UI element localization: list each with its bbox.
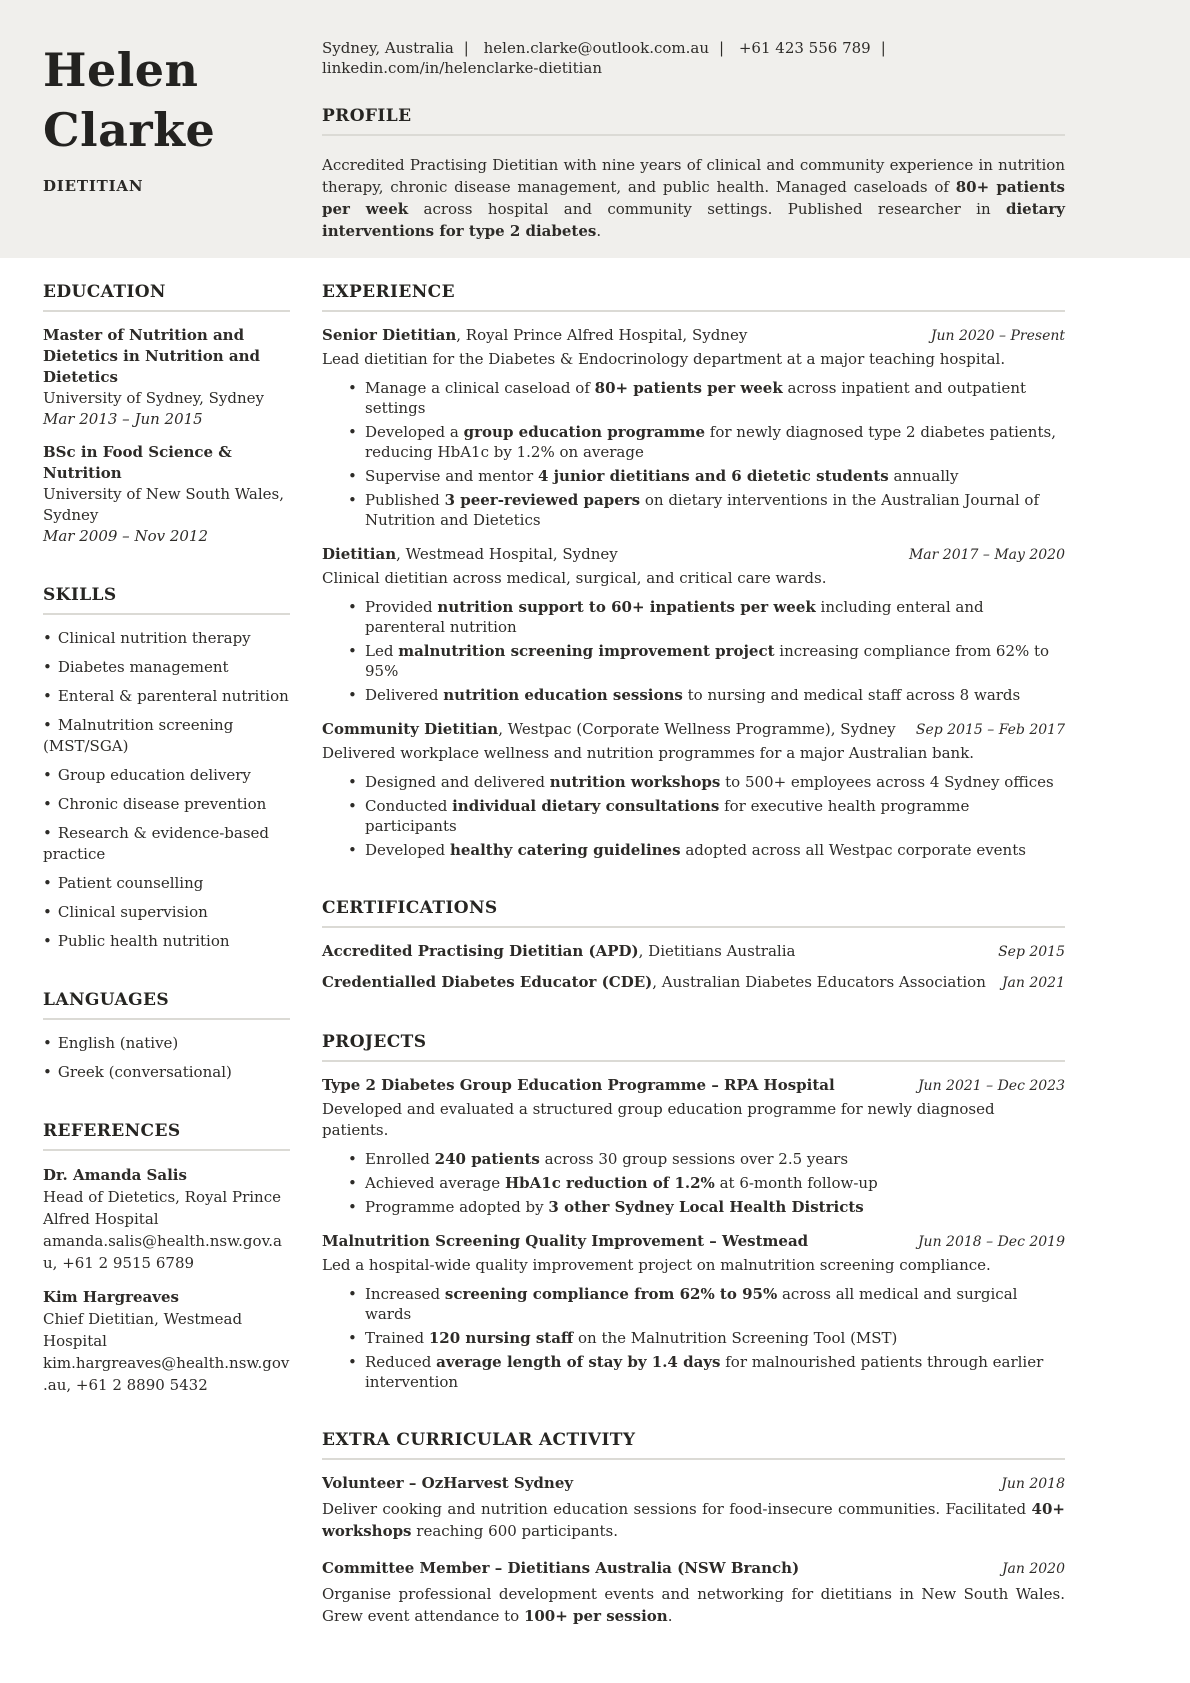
bullet-glyph: • xyxy=(43,629,52,647)
skill-item xyxy=(43,873,290,894)
bullet-item xyxy=(348,1284,1065,1324)
section-profile xyxy=(322,106,1065,242)
bullet-glyph: • xyxy=(43,1034,52,1052)
skill-item xyxy=(43,715,290,757)
education-dates: Mar 2013 – Jun 2015 xyxy=(43,410,203,428)
project-bullet-list xyxy=(322,1149,1065,1217)
certification-date: Sep 2015 xyxy=(998,944,1065,960)
certification-date: Jan 2021 xyxy=(1001,975,1065,991)
experience-entry-head xyxy=(322,544,1065,566)
skill-label: Patient counselling xyxy=(57,874,204,892)
bullet-item xyxy=(348,422,1065,462)
body-columns xyxy=(0,258,1190,1665)
project-entry-head xyxy=(322,1231,1065,1253)
bullet-text: Provided nutrition support to 60+ inpatients per week including enteral and parenteral nutrition xyxy=(365,598,984,636)
reference-role: Head of Dietetics, Royal Prince Alfred Hospital xyxy=(43,1188,281,1228)
project-entry-head xyxy=(322,1075,1065,1097)
bullet-glyph: • xyxy=(43,824,52,842)
bullet-glyph: • xyxy=(43,932,52,950)
experience-entry xyxy=(322,719,1065,860)
skill-label: Public health nutrition xyxy=(57,932,230,950)
project-entry xyxy=(322,1231,1065,1392)
bullet-text: Delivered nutrition education sessions to nursing and medical staff across 8 wards xyxy=(365,686,1021,704)
skill-item xyxy=(43,765,290,786)
section-projects xyxy=(322,1032,1065,1392)
bullet-glyph: • xyxy=(348,379,357,397)
extra-curricular-item xyxy=(322,1558,1065,1627)
extra-curricular-list xyxy=(322,1473,1065,1627)
certification-title: Credentialled Diabetes Educator (CDE), Australian Diabetes Educators Association xyxy=(322,973,986,991)
bullet-item xyxy=(348,490,1065,530)
language-item xyxy=(43,1062,290,1083)
bullet-glyph: • xyxy=(43,1063,52,1081)
skill-label: Clinical supervision xyxy=(57,903,208,921)
bullet-text: Programme adopted by 3 other Sydney Local Health Districts xyxy=(365,1198,864,1216)
bullet-item xyxy=(348,840,1065,860)
certification-item xyxy=(322,972,1065,994)
experience-heading: EXPERIENCE xyxy=(322,282,1065,312)
experience-entry-summary: Lead dietitian for the Diabetes & Endocrinology department at a major teaching hospital. xyxy=(322,350,1006,368)
bullet-item xyxy=(348,772,1065,792)
project-entry-title: Malnutrition Screening Quality Improvement – Westmead xyxy=(322,1232,809,1250)
projects-list xyxy=(322,1075,1065,1392)
contact-item xyxy=(739,39,896,57)
projects-heading: PROJECTS xyxy=(322,1032,1065,1062)
bullet-glyph: • xyxy=(43,795,52,813)
bullet-item xyxy=(348,378,1065,418)
extra-item-head xyxy=(322,1473,1065,1495)
references-heading: REFERENCES xyxy=(43,1121,290,1151)
contact-item-text: +61 423 556 789 xyxy=(738,39,871,57)
section-certifications xyxy=(322,898,1065,994)
experience-entry-dates: Mar 2017 – May 2020 xyxy=(908,547,1065,563)
experience-entry-dates: Jun 2020 – Present xyxy=(930,328,1065,344)
skill-label: Group education delivery xyxy=(57,766,251,784)
bullet-glyph: • xyxy=(348,642,357,660)
bullet-text: Enrolled 240 patients across 30 group sessions over 2.5 years xyxy=(365,1150,849,1168)
extra-item-date: Jun 2018 xyxy=(1001,1476,1065,1492)
bullet-glyph: • xyxy=(348,1198,357,1216)
extra-item-title: Volunteer – OzHarvest Sydney xyxy=(322,1474,574,1492)
experience-entry xyxy=(322,325,1065,530)
languages-heading: LANGUAGES xyxy=(43,990,290,1020)
language-label: Greek (conversational) xyxy=(57,1063,232,1081)
bullet-item xyxy=(348,1352,1065,1392)
contact-item-text: linkedin.com/in/helenclarke-dietitian xyxy=(322,59,603,77)
education-school: University of New South Wales, Sydney xyxy=(43,485,284,524)
section-references xyxy=(43,1121,290,1396)
reference-contact: amanda.salis@health.nsw.gov.au, +61 2 9515 6789 xyxy=(43,1232,282,1272)
languages-list xyxy=(43,1033,290,1083)
bullet-glyph: • xyxy=(348,841,357,859)
bullet-glyph: • xyxy=(43,716,52,734)
skill-item xyxy=(43,902,290,923)
contact-separator: | xyxy=(719,39,725,57)
experience-entry-dates: Sep 2015 – Feb 2017 xyxy=(915,722,1065,738)
reference-name: Kim Hargreaves xyxy=(43,1288,179,1306)
bullet-glyph: • xyxy=(348,797,357,815)
extra-item-text: Deliver cooking and nutrition education sessions for food-insecure communities. Facilitated 40+ workshops reaching 600 participants. xyxy=(322,1500,1065,1540)
bullet-text: Manage a clinical caseload of 80+ patients per week across inpatient and outpatient settings xyxy=(365,379,1027,417)
section-education xyxy=(43,282,290,547)
reference-item xyxy=(43,1164,290,1274)
profile-heading: PROFILE xyxy=(322,106,1065,136)
bullet-glyph: • xyxy=(348,1353,357,1371)
bullet-text: Designed and delivered nutrition workshops to 500+ employees across 4 Sydney offices xyxy=(365,773,1054,791)
experience-entry-title: Senior Dietitian, Royal Prince Alfred Hospital, Sydney xyxy=(322,326,748,344)
certification-item xyxy=(322,941,1065,963)
experience-bullet-list xyxy=(322,597,1065,705)
skill-item xyxy=(43,931,290,952)
bullet-glyph: • xyxy=(348,491,357,509)
bullet-item xyxy=(348,1173,1065,1193)
project-bullet-list xyxy=(322,1284,1065,1392)
skill-label: Malnutrition screening (MST/SGA) xyxy=(43,716,234,755)
section-languages xyxy=(43,990,290,1083)
skill-label: Clinical nutrition therapy xyxy=(57,629,251,647)
education-item xyxy=(43,325,290,430)
header-band xyxy=(0,0,1190,258)
bullet-glyph: • xyxy=(348,1174,357,1192)
education-heading: EDUCATION xyxy=(43,282,290,312)
bullet-text: Developed healthy catering guidelines adopted across all Westpac corporate events xyxy=(365,841,1026,859)
bullet-item xyxy=(348,466,1065,486)
extra-curricular-item xyxy=(322,1473,1065,1542)
education-degree: Master of Nutrition and Dietetics in Nutrition and Dietetics xyxy=(43,326,260,386)
bullet-glyph: • xyxy=(43,658,52,676)
bullet-glyph: • xyxy=(43,687,52,705)
skill-label: Research & evidence-based practice xyxy=(43,824,270,863)
person-title: DIETITIAN xyxy=(43,177,144,195)
experience-entry-head xyxy=(322,325,1065,347)
language-item xyxy=(43,1033,290,1054)
bullet-text: Trained 120 nursing staff on the Malnutrition Screening Tool (MST) xyxy=(365,1329,898,1347)
experience-bullet-list xyxy=(322,378,1065,530)
skill-item xyxy=(43,823,290,865)
skill-item xyxy=(43,686,290,707)
skill-item xyxy=(43,794,290,815)
project-entry-summary: Led a hospital-wide quality improvement project on malnutrition screening compliance. xyxy=(322,1256,991,1274)
bullet-text: Led malnutrition screening improvement project increasing compliance from 62% to 95% xyxy=(365,642,1050,680)
contact-separator: | xyxy=(463,39,469,57)
reference-name: Dr. Amanda Salis xyxy=(43,1166,187,1184)
bullet-glyph: • xyxy=(348,598,357,616)
references-list xyxy=(43,1164,290,1396)
project-entry xyxy=(322,1075,1065,1217)
bullet-item xyxy=(348,597,1065,637)
project-entry-dates: Jun 2018 – Dec 2019 xyxy=(917,1234,1065,1250)
bullet-item xyxy=(348,685,1065,705)
extra-item-text: Organise professional development events and networking for dietitians in New South Wales. Grew event attendance to 100+ per session. xyxy=(322,1585,1065,1625)
experience-entry-summary: Delivered workplace wellness and nutrition programmes for a major Australian bank. xyxy=(322,744,975,762)
name-first: Helen xyxy=(43,43,199,97)
section-extra-curricular xyxy=(322,1430,1065,1627)
section-experience xyxy=(322,282,1065,860)
bullet-item xyxy=(348,1149,1065,1169)
reference-role: Chief Dietitian, Westmead Hospital xyxy=(43,1310,243,1350)
skills-list xyxy=(43,628,290,952)
project-entry-title: Type 2 Diabetes Group Education Programme – RPA Hospital xyxy=(322,1076,835,1094)
bullet-glyph: • xyxy=(348,1329,357,1347)
bullet-glyph: • xyxy=(348,686,357,704)
bullet-glyph: • xyxy=(43,903,52,921)
experience-bullet-list xyxy=(322,772,1065,860)
profile-text: Accredited Practising Dietitian with nine years of clinical and community experience in nutrition therapy, chronic disease management, and public health. Managed caseloads of 80+ patients per week across hospital and community settings. Published researcher in dietary interventions for type 2 diabetes. xyxy=(322,156,1065,240)
reference-item xyxy=(43,1286,290,1396)
bullet-item xyxy=(348,796,1065,836)
experience-entry-head xyxy=(322,719,1065,741)
experience-entry xyxy=(322,544,1065,705)
extra-item-head xyxy=(322,1558,1065,1580)
contact-item xyxy=(322,39,479,57)
extra-curricular-heading: EXTRA CURRICULAR ACTIVITY xyxy=(322,1430,1065,1460)
language-label: English (native) xyxy=(57,1034,179,1052)
sidebar xyxy=(43,282,290,1665)
certification-title: Accredited Practising Dietitian (APD), Dietitians Australia xyxy=(322,942,796,960)
bullet-item xyxy=(348,641,1065,681)
bullet-item xyxy=(348,1328,1065,1348)
education-dates: Mar 2009 – Nov 2012 xyxy=(43,527,209,545)
certifications-heading: CERTIFICATIONS xyxy=(322,898,1065,928)
experience-entry-title: Dietitian, Westmead Hospital, Sydney xyxy=(322,545,618,563)
education-list xyxy=(43,325,290,547)
bullet-glyph: • xyxy=(43,874,52,892)
identity-block xyxy=(0,0,322,258)
section-skills xyxy=(43,585,290,952)
experience-list xyxy=(322,325,1065,860)
contact-item xyxy=(484,39,734,57)
experience-entry-title: Community Dietitian, Westpac (Corporate Wellness Programme), Sydney xyxy=(322,720,896,738)
skill-label: Enteral & parenteral nutrition xyxy=(57,687,289,705)
extra-item-title: Committee Member – Dietitians Australia (NSW Branch) xyxy=(322,1559,800,1577)
skill-label: Chronic disease prevention xyxy=(57,795,267,813)
certifications-list xyxy=(322,941,1065,994)
bullet-glyph: • xyxy=(43,766,52,784)
contact-item-text: Sydney, Australia xyxy=(322,39,454,57)
main-column xyxy=(322,282,1065,1665)
skill-label: Diabetes management xyxy=(57,658,229,676)
skill-item xyxy=(43,628,290,649)
reference-contact: kim.hargreaves@health.nsw.gov.au, +61 2 8890 5432 xyxy=(43,1354,290,1394)
bullet-text: Achieved average HbA1c reduction of 1.2% at 6-month follow-up xyxy=(365,1174,878,1192)
education-school: University of Sydney, Sydney xyxy=(43,389,265,407)
skill-item xyxy=(43,657,290,678)
bullet-glyph: • xyxy=(348,1150,357,1168)
bullet-glyph: • xyxy=(348,423,357,441)
bullet-text: Reduced average length of stay by 1.4 days for malnourished patients through earlier intervention xyxy=(365,1353,1044,1391)
contact-item xyxy=(322,59,602,77)
project-entry-summary: Developed and evaluated a structured group education programme for newly diagnosed patients. xyxy=(322,1100,995,1139)
bullet-text: Supervise and mentor 4 junior dietitians and 6 dietetic students annually xyxy=(365,467,959,485)
skills-heading: SKILLS xyxy=(43,585,290,615)
bullet-item xyxy=(348,1197,1065,1217)
bullet-text: Published 3 peer-reviewed papers on dietary interventions in the Australian Journal of Nutrition and Dietetics xyxy=(365,491,1039,529)
education-item xyxy=(43,442,290,547)
bullet-glyph: • xyxy=(348,1285,357,1303)
contact-item-text: helen.clarke@outlook.com.au xyxy=(483,39,710,57)
bullet-text: Increased screening compliance from 62% to 95% across all medical and surgical wards xyxy=(365,1285,1018,1323)
contact-separator: | xyxy=(880,39,886,57)
bullet-text: Conducted individual dietary consultations for executive health programme participants xyxy=(365,797,970,835)
bullet-glyph: • xyxy=(348,773,357,791)
experience-entry-summary: Clinical dietitian across medical, surgical, and critical care wards. xyxy=(322,569,827,587)
extra-item-date: Jan 2020 xyxy=(1001,1561,1065,1577)
header-right xyxy=(322,0,1190,258)
contact-line xyxy=(322,38,1065,78)
project-entry-dates: Jun 2021 – Dec 2023 xyxy=(917,1078,1065,1094)
name-last: Clarke xyxy=(43,103,216,157)
bullet-text: Developed a group education programme for newly diagnosed type 2 diabetes patients, reducing HbA1c by 1.2% on average xyxy=(365,423,1056,461)
education-degree: BSc in Food Science & Nutrition xyxy=(43,443,232,482)
bullet-glyph: • xyxy=(348,467,357,485)
